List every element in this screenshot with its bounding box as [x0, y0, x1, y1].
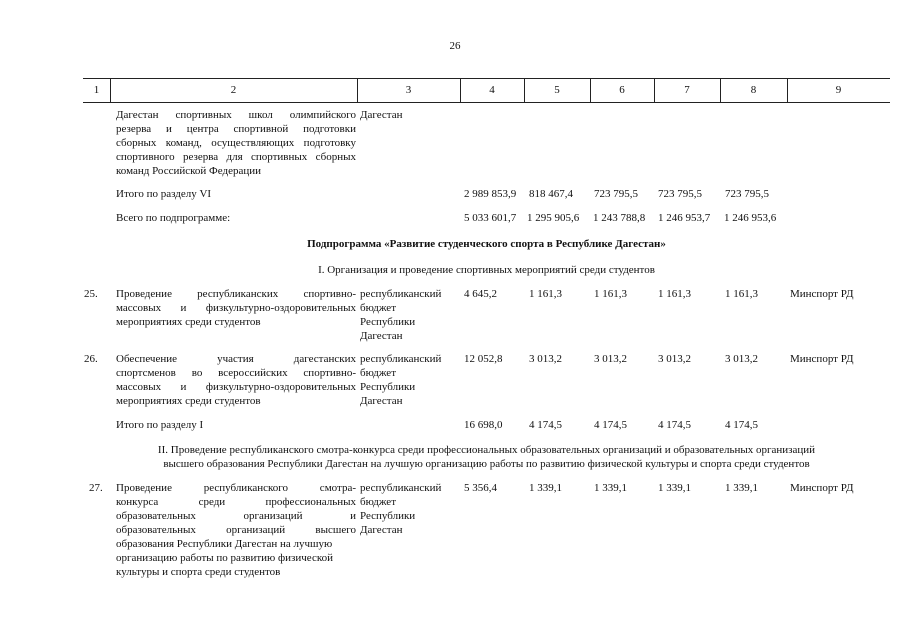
- header-col: 1: [93, 84, 100, 96]
- desc-line: Проведение республиканского смотра-: [116, 482, 356, 494]
- grand-total-value: 1 246 953,7: [658, 212, 711, 224]
- desc-line: организацию работы по развитию физической: [116, 552, 334, 564]
- value-cell: 4 645,2: [464, 288, 497, 300]
- total-value: 818 467,4: [529, 188, 573, 200]
- desc-line: Проведение республиканских спортивно-: [116, 288, 356, 300]
- source-line: Республики: [360, 316, 416, 328]
- desc-line: мероприятиях среди студентов: [116, 395, 261, 407]
- source-line: республиканский: [360, 288, 442, 300]
- desc-line: мероприятиях среди студентов: [116, 316, 261, 328]
- desc-line: спортивного резерва для спортивных сборных: [116, 151, 356, 163]
- source-line: бюджет: [360, 496, 396, 508]
- grand-total-value: 5 033 601,7: [464, 212, 517, 224]
- page-number: 26: [449, 40, 461, 52]
- grand-total-value: 1 243 788,8: [593, 212, 646, 224]
- grand-total-value: 1 246 953,6: [724, 212, 777, 224]
- header-col: 4: [489, 84, 495, 96]
- header-col: 7: [684, 84, 690, 96]
- desc-line: команд Российской Федерации: [116, 165, 261, 177]
- header-col: 8: [750, 84, 757, 96]
- desc-line: образовательных организаций высшего: [116, 524, 356, 536]
- desc-line: Обеспечение участия дагестанских: [116, 353, 356, 365]
- source-line: бюджет: [360, 302, 396, 314]
- header-col: 5: [554, 84, 560, 96]
- source-line: республиканский: [360, 353, 442, 365]
- source-text: Дагестан: [360, 109, 403, 121]
- section-title: I. Организация и проведение спортивных мероприятий среди студентов: [318, 264, 655, 276]
- desc-line: конкурса среди профессиональных: [116, 496, 356, 508]
- value-cell: 3 013,2: [529, 353, 562, 365]
- desc-line: резерва и центра спортивной подготовки: [116, 123, 356, 135]
- total-label: Итого по разделу VI: [116, 188, 212, 200]
- value-cell: 1 339,1: [658, 482, 691, 494]
- value-cell: 3 013,2: [658, 353, 691, 365]
- value-cell: 1 339,1: [725, 482, 758, 494]
- grand-total-label: Всего по подпрограмме:: [116, 212, 231, 224]
- row-number: 26.: [84, 353, 98, 365]
- header-bottom-rule: [83, 102, 890, 103]
- desc-line: Дагестан спортивных школ олимпийского: [116, 109, 356, 121]
- total-value: 723 795,5: [658, 188, 702, 200]
- row-number: 25.: [84, 288, 98, 300]
- grand-total-value: 1 295 905,6: [527, 212, 580, 224]
- value-cell: 1 161,3: [529, 288, 562, 300]
- value-cell: 12 052,8: [464, 353, 503, 365]
- subprogram-title: Подпрограмма «Развитие студенческого спорта в Республике Дагестан»: [307, 238, 666, 250]
- total-value: 4 174,5: [594, 419, 627, 431]
- total-value: 2 989 853,9: [464, 188, 517, 200]
- desc-line: массовых и физкультурно-оздоровительных: [116, 381, 356, 393]
- desc-line: спортсменов во всероссийских спортивно-: [116, 367, 356, 379]
- source-line: Республики: [360, 510, 416, 522]
- total-value: 723 795,5: [594, 188, 638, 200]
- desc-line: массовых и физкультурно-оздоровительных: [116, 302, 356, 314]
- total-value: 4 174,5: [529, 419, 562, 431]
- total-value: 16 698,0: [464, 419, 503, 431]
- value-cell: 1 339,1: [529, 482, 562, 494]
- total-label: Итого по разделу I: [116, 419, 204, 431]
- desc-line: образовательных организаций и: [116, 510, 356, 522]
- source-line: Республики: [360, 381, 416, 393]
- desc-line: культуры и спорта среди студентов: [116, 566, 281, 578]
- header-col: 9: [835, 84, 842, 96]
- value-cell: 3 013,2: [725, 353, 758, 365]
- value-cell: 1 161,3: [725, 288, 758, 300]
- section-title-line: II. Проведение республиканского смотра-конкурса среди профессиональных образовательных организаций и образовательных организаций: [157, 444, 816, 456]
- total-value: 4 174,5: [658, 419, 691, 431]
- value-cell: 3 013,2: [594, 353, 627, 365]
- executor-cell: Минспорт РД: [790, 288, 854, 300]
- value-cell: 1 161,3: [658, 288, 691, 300]
- executor-cell: Минспорт РД: [790, 482, 854, 494]
- desc-line: образования Республики Дагестан на лучшую: [116, 538, 333, 550]
- value-cell: 1 339,1: [594, 482, 627, 494]
- header-col: 2: [230, 84, 237, 96]
- header-col: 6: [619, 84, 625, 96]
- executor-cell: Минспорт РД: [790, 353, 854, 365]
- source-line: республиканский: [360, 482, 442, 494]
- header-col: 3: [405, 84, 412, 96]
- source-line: Дагестан: [360, 395, 403, 407]
- value-cell: 5 356,4: [464, 482, 497, 494]
- value-cell: 1 161,3: [594, 288, 627, 300]
- total-value: 4 174,5: [725, 419, 758, 431]
- row-number: 27.: [89, 482, 103, 494]
- source-line: Дагестан: [360, 524, 403, 536]
- total-value: 723 795,5: [725, 188, 769, 200]
- desc-line: сборных команд, осуществляющих подготовку: [116, 137, 356, 149]
- header-top-rule: [83, 78, 890, 79]
- section-title-line: высшего образования Республики Дагестан на лучшую организацию работы по развитию физической культуры и спорта среди студентов: [163, 458, 810, 470]
- source-line: Дагестан: [360, 330, 403, 342]
- source-line: бюджет: [360, 367, 396, 379]
